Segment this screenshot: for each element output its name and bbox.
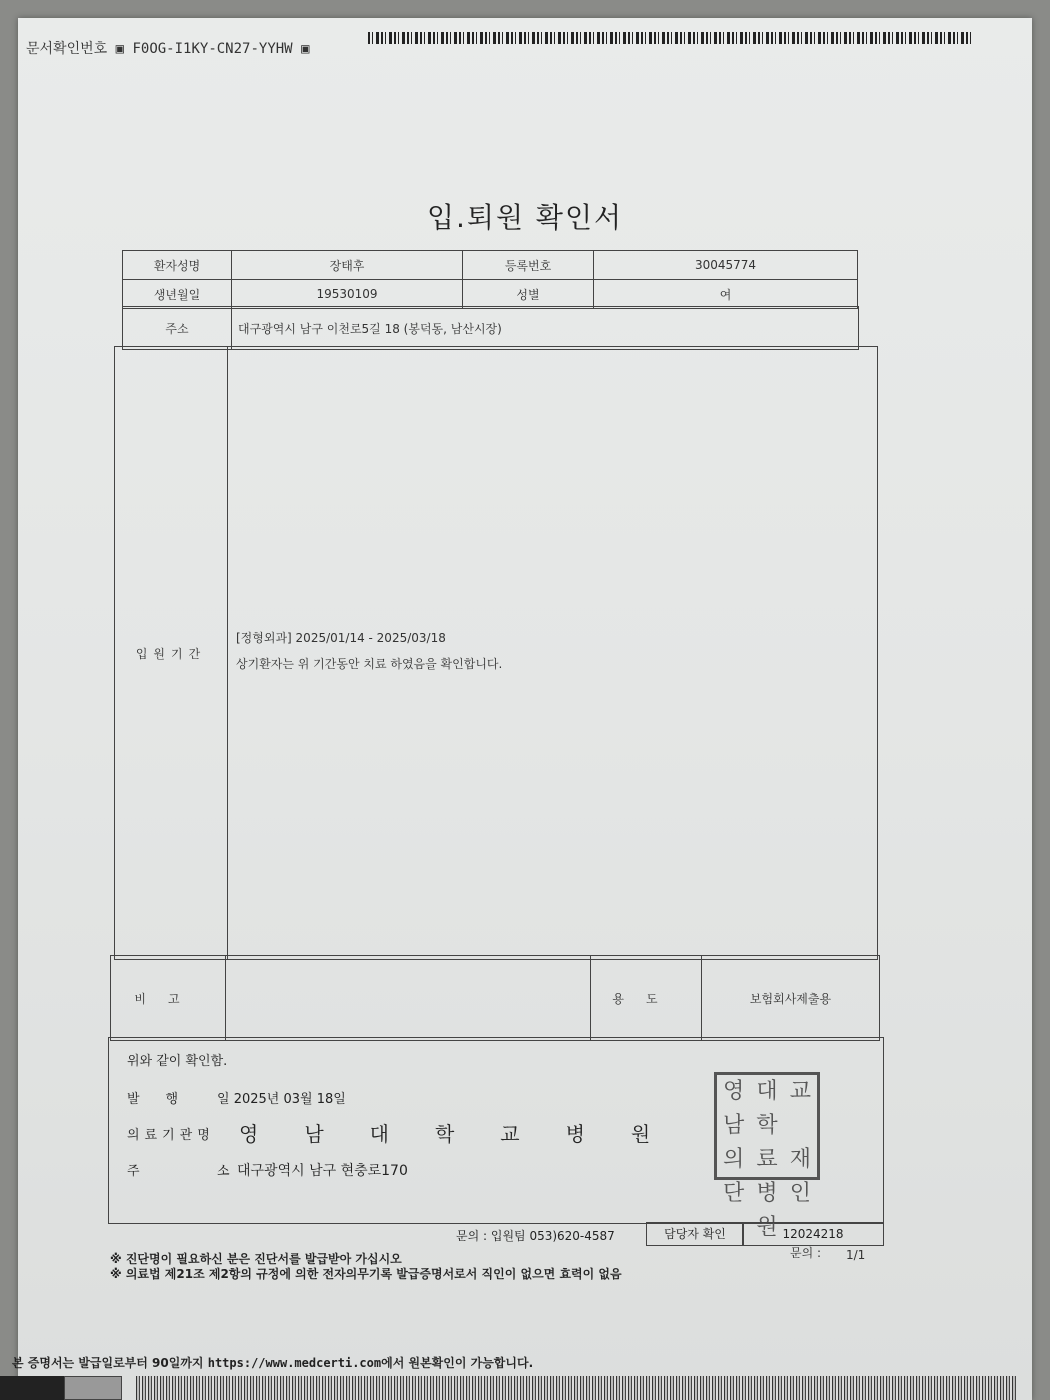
seal-char: 교 xyxy=(789,1079,811,1104)
seal-char: 재 xyxy=(789,1147,811,1172)
period-statement: 상기환자는 위 기간동안 치료 하였음을 확인합니다. xyxy=(236,657,503,671)
birth-value: 19530109 xyxy=(232,280,463,309)
note-legal: ※ 의료법 제21조 제2항의 규정에 의한 전자의무기록 발급증명서로서 직인이 없으면 효력이 없음 xyxy=(110,1267,622,1281)
seal-char: 영남 xyxy=(723,1079,745,1138)
remarks-table xyxy=(110,955,880,1041)
sex-value: 여 xyxy=(594,280,858,309)
patient-name: 장태후 xyxy=(232,251,463,280)
square-icon: ▣ xyxy=(301,41,310,57)
address-label: 주소 xyxy=(123,307,232,350)
verify-prefix: 본 증명서는 발급일로부터 90일까지 xyxy=(12,1356,204,1370)
verify-url: https://www.medcerti.com xyxy=(207,1356,382,1370)
seal-char: 인 xyxy=(789,1181,811,1206)
reg-label: 등록번호 xyxy=(463,251,594,280)
note-diagnosis: ※ 진단명이 필요하신 분은 진단서를 발급받아 가십시오 xyxy=(110,1252,402,1266)
issue-label: 발행 xyxy=(127,1092,205,1107)
period-content xyxy=(228,347,878,960)
birth-label: 생년월일 xyxy=(123,280,232,309)
doc-check-number: F0OG-I1KY-CN27-YYHW xyxy=(132,41,293,57)
page-inquiry: 문의 : xyxy=(790,1246,822,1260)
address-table xyxy=(122,306,859,350)
remarks-label: 비고 xyxy=(111,956,226,1041)
verify-suffix: 에서 원본확인이 가능합니다. xyxy=(381,1356,534,1370)
seal-char: 병원 xyxy=(756,1181,778,1240)
address-value: 대구광역시 남구 이천로5길 18 (봉덕동, 남산시장) xyxy=(232,307,859,350)
address-label-so: 소 xyxy=(217,1164,230,1179)
issue-date: 일 2025년 03월 18일 xyxy=(217,1092,346,1107)
verification-line xyxy=(12,1354,533,1371)
confirm-text: 위와 같이 확인함. xyxy=(127,1054,228,1069)
handler-label: 담당자 확인 xyxy=(646,1222,744,1246)
scan-edge-block xyxy=(64,1376,122,1400)
institution-label: 의료기관명 xyxy=(127,1128,215,1143)
institution-name: 영남대학교병원 xyxy=(239,1122,697,1146)
remarks-value xyxy=(226,956,591,1041)
institution-address: 대구광역시 남구 현충로170 xyxy=(237,1163,408,1179)
admission-period-table xyxy=(114,346,878,960)
reg-number: 30045774 xyxy=(594,251,858,280)
document-title: 입.퇴원 확인서 xyxy=(426,201,624,234)
security-pattern xyxy=(136,1376,1016,1400)
inquiry-text: 문의 : 입원팀 053)620-4587 xyxy=(456,1229,615,1243)
seal-char: 대학 xyxy=(756,1079,778,1138)
seal-char: 단 xyxy=(723,1181,745,1206)
period-label: 입원기간 xyxy=(115,347,228,960)
purpose-label: 용도 xyxy=(591,956,702,1041)
handler-id: 12024218 xyxy=(742,1222,884,1246)
name-label: 환자성명 xyxy=(123,251,232,280)
barcode xyxy=(368,32,972,44)
doc-check-label: 문서확인번호 xyxy=(26,41,108,57)
page-number: 1/1 xyxy=(846,1248,866,1262)
doc-check-line xyxy=(26,38,310,58)
sex-label: 성별 xyxy=(463,280,594,309)
period-dates: [정형외과] 2025/01/14 - 2025/03/18 xyxy=(236,631,446,645)
scan-edge-block xyxy=(0,1376,64,1400)
seal-char: 의 xyxy=(723,1147,745,1172)
patient-info-table xyxy=(122,250,858,309)
seal-char: 료 xyxy=(756,1147,778,1172)
square-icon: ▣ xyxy=(115,41,125,57)
purpose-value: 보험회사제출용 xyxy=(702,956,880,1041)
address-label-ju: 주 xyxy=(127,1164,140,1179)
